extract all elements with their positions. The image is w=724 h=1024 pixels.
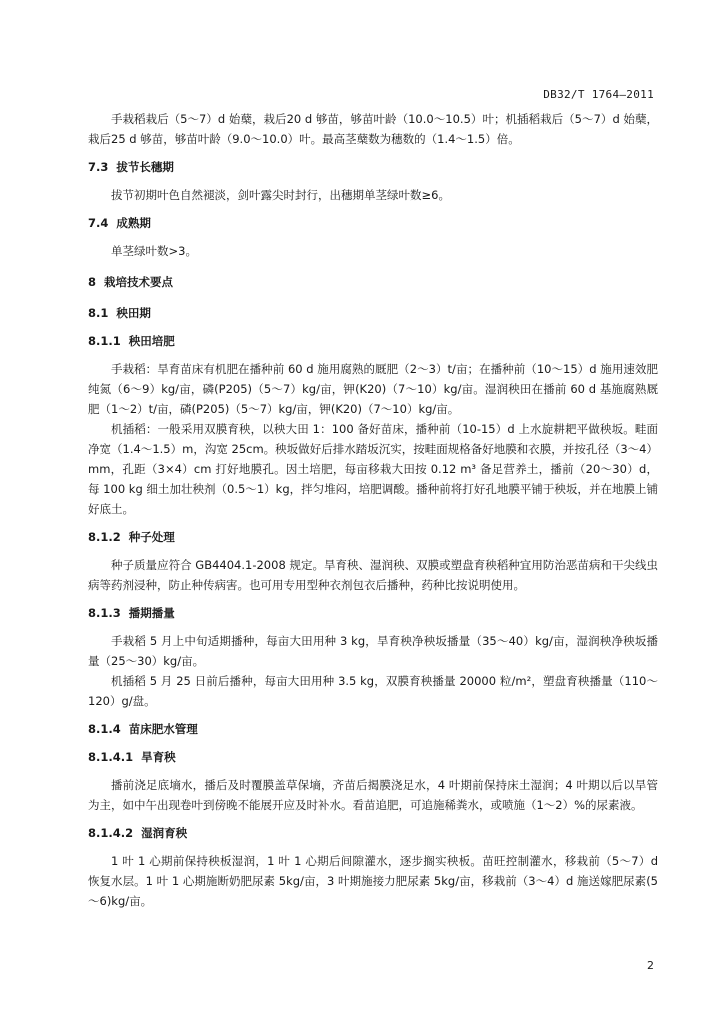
paragraph-seed-treatment: 种子质量应符合 GB4404.1-2008 规定。旱育秧、湿润秧、双膜或塑盘育秧稻种宜用防治恶苗病和干尖线虫病等药剂浸种，防止种传病害。也可用专用型种衣剂包衣后播种，药种比按说明使用。 [88,558,658,592]
section-title: 湿润育秧 [141,826,188,840]
section-title: 播期播量 [128,606,175,620]
document-code: DB32/T 1764—2011 [543,88,654,101]
section-title: 栽培技术要点 [104,275,174,289]
heading-7-3 [88,157,658,177]
section-title: 秧田期 [116,306,151,320]
section-number: 8.1.4.2 [88,826,134,840]
page-number: 2 [647,959,654,972]
paragraph-wet-nursery: 1 叶 1 心期前保持秧板湿润，1 叶 1 心期后间隙灌水，逐步搁实秧板。苗旺控制灌水，移栽前（5～7）d 恢复水层。1 叶 1 心期施断奶肥尿素 5kg/亩，3 叶期施接力肥尿素 5kg/亩，移栽前（3～4）d 施送嫁肥尿素(5～6)kg/亩。 [88,854,658,908]
paragraph-tillering: 手栽稻栽后（5～7）d 始蘖，栽后20 d 够苗，够苗叶龄（10.0～10.5）叶；机插稻栽后（5～7）d 始蘖，栽后25 d 够苗，够苗叶龄（9.0～10.0）叶。最高茎蘖数为穗数的（1.4～1.5）倍。 [88,112,658,146]
section-number: 8.1.4.1 [88,750,134,764]
section-number: 8.1.4 [88,722,121,736]
section-number: 8.1 [88,306,109,320]
heading-8-1-2 [88,527,658,547]
paragraph-machine-sowing: 机插稻 5 月 25 日前后播种，每亩大田用种 3.5 kg，双膜育秧播量 20000 粒/m²，塑盘育秧播量（110～120）g/盘。 [88,674,658,708]
heading-8 [88,272,658,292]
section-number: 8 [88,275,97,289]
document-body [88,109,658,911]
heading-8-1-4 [88,719,658,739]
paragraph-7-3: 拔节初期叶色自然褪淡，剑叶露尖时封行，出穗期单茎绿叶数≥6。 [111,188,450,202]
section-title: 成熟期 [116,216,151,230]
section-number: 7.3 [88,160,109,174]
paragraph-hand-transplant-fertilizer: 手栽稻：旱育苗床有机肥在播种前 60 d 施用腐熟的厩肥（2～3）t/亩；在播种前（10～15）d 施用速效肥纯氮（6～9）kg/亩，磷(P205)（5～7）kg/亩，钾(K20)（7～10）kg/亩。湿润秧田在播前 60 d 基施腐熟厩肥（1～2）t/亩，磷(P205)（5～7）kg/亩，钾(K20)（7～10）kg/亩。 [88,362,658,416]
heading-7-4 [88,213,658,233]
paragraph-hand-sowing: 手栽稻 5 月上中旬适期播种，每亩大田用种 3 kg，旱育秧净秧坂播量（35～40）kg/亩，湿润秧净秧坂播量（25～30）kg/亩。 [88,634,658,668]
paragraph-machine-transplant-fertilizer: 机插稻：一般采用双膜育秧，以秧大田 1：100 备好苗床，播种前（10-15）d 上水旋耕耙平做秧坂。畦面净宽（1.4～1.5）m，沟宽 25cm。秧坂做好后排水踏坂沉实，按畦面规格备好地膜和衣膜，并按孔径（3～4）mm，孔距（3×4）cm 打好地膜孔。因土培肥，每亩移栽大田按 0.12 m³ 备足营养土，播前（20～30）d，每 100 kg 细土加壮秧剂（0.5～1）kg，拌匀堆闷，培肥调酸。播种前将打好孔地膜平铺于秧坂，并在地膜上铺好底土。 [88,422,658,516]
heading-8-1-4-1 [88,747,658,767]
section-number: 8.1.3 [88,606,121,620]
heading-8-1-3 [88,603,658,623]
section-title: 秧田培肥 [128,334,175,348]
paragraph-dry-nursery: 播前浇足底墒水，播后及时覆膜盖草保墒，齐苗后揭膜浇足水，4 叶期前保持床土湿润；4 叶期以后以旱管为主，如中午出现卷叶到傍晚不能展开应及时补水。看苗追肥，可追施稀粪水，或喷施（1～2）%的尿素液。 [88,778,658,812]
section-number: 8.1.1 [88,334,121,348]
section-number: 7.4 [88,216,109,230]
heading-8-1 [88,303,658,323]
heading-8-1-4-2 [88,823,658,843]
paragraph-7-4: 单茎绿叶数>3。 [111,244,197,258]
heading-8-1-1 [88,331,658,351]
section-number: 8.1.2 [88,530,121,544]
section-title: 苗床肥水管理 [128,722,198,736]
section-title: 旱育秧 [141,750,176,764]
section-title: 拔节长穗期 [116,160,174,174]
section-title: 种子处理 [128,530,175,544]
